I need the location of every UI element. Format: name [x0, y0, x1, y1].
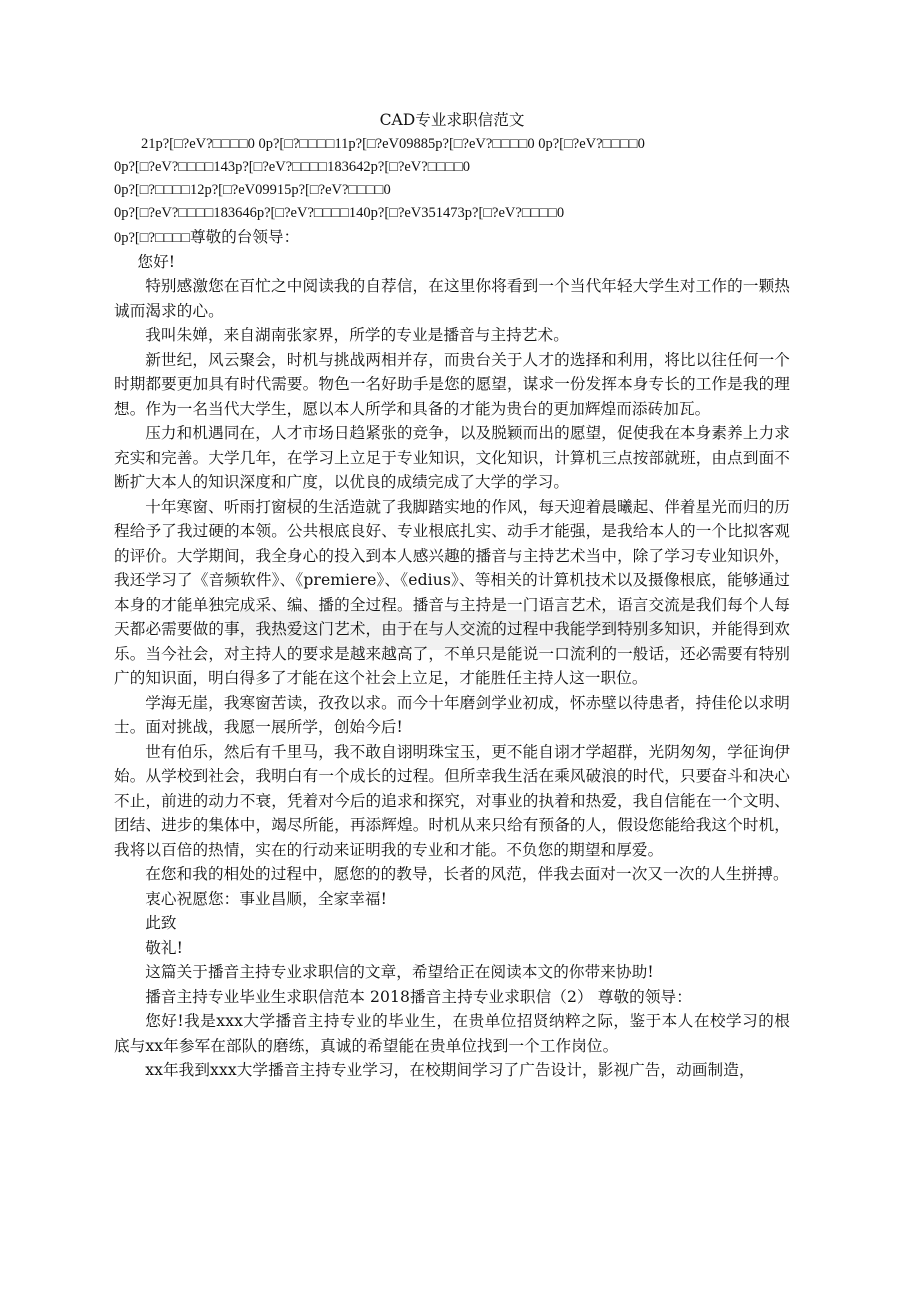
- salutation: 尊敬的台领导：: [190, 227, 300, 246]
- paragraph: 十年寒窗、听雨打窗棂的生活造就了我脚踏实地的作风，每天迎着晨曦起、伴着星光而归的历程给予了我过硬的本领。公共根底良好、专业根底扎实、动手才能强，是我给本人的一个比拟客观的评价。大学期间，我全身心的投入到本人感兴趣的播音与主持艺术当中，除了学习专业知识外，我还学习了《音频软件》、《premiere》、《edius》、等相关的计算机技术以及摄像根底，能够通过本身的才能单独完成采、编、播的全过程。播音与主持是一门语言艺术，语言交流是我们每个人每天都必需要做的事，我热爱这门艺术，由于在与人交流的过程中我能学到特别多知识，并能得到欢乐。当今社会，对主持人的要求是越来越高了，不单只是能说一口流利的一般话，还必需要有特别广的知识面，明白得多了才能在这个社会上立足，才能胜任主持人这一职位。: [114, 497, 790, 687]
- paragraph: 特别感激您在百忙之中阅读我的自荐信，在这里你将看到一个当代年轻大学生对工作的一颗热诚而渴求的心。: [114, 277, 790, 320]
- garbled-line: 0p?[□?eV?□□□□183646p?[□?eV?□□□□140p?[□?eV351473p?[□?eV?□□□□0: [114, 204, 565, 221]
- paragraph: 衷心祝愿您：事业昌顺，全家幸福!: [145, 889, 387, 908]
- paragraph: 这篇关于播音主持专业求职信的文章，希望给正在阅读本文的你带来协助!: [145, 963, 654, 981]
- paragraph: xx年我到xxx大学播音主持专业学习，在校期间学习了广告设计，影视广告，动画制造，: [145, 1061, 755, 1079]
- paragraph: 世有伯乐，然后有千里马，我不敢自诩明珠宝玉，更不能自诩才学超群，光阴匆匆，学征询伊始。从学校到社会，我明白有一个成长的过程。但所幸我生活在乘风破浪的时代，只要奋斗和决心不止，前进的动力不衰，凭着对今后的追求和探究，对事业的执着和热爱，我自信能在一个文明、团结、进步的集体中，竭尽所能，再添辉煌。时机从来只给有预备的人，假设您能给我这个时机，我将以百倍的热情，实在的行动来证明我的专业和才能。不负您的期望和厚爱。: [114, 742, 790, 859]
- paragraph: 敬礼!: [145, 938, 183, 957]
- paragraph: 学海无崖，我寒窗苦读，孜孜以求。而今十年磨剑学业初成，怀赤壁以待患者，持佳伦以求明士。面对挑战，我愿一展所学，创始今后!: [114, 693, 790, 736]
- document-page: [114, 108, 790, 1083]
- document-title: CAD专业求职信范文: [379, 111, 525, 129]
- paragraph: 此致: [145, 914, 177, 932]
- garbled-line: 0p?[□?eV?□□□□143p?[□?eV?□□□□183642p?[□?eV?□□□□0: [114, 158, 471, 175]
- paragraph: 在您和我的相处的过程中，愿您的的教导，长者的风范，伴我去面对一次又一次的人生拼搏。: [145, 865, 789, 883]
- paragraph: 您好!我是xxx大学播音主持专业的毕业生，在贵单位招贤纳粹之际，鉴于本人在校学习的根底与xx年参军在部队的磨练，真诚的希望能在贵单位找到一个工作岗位。: [114, 1012, 790, 1055]
- garbled-line: 21p?[□?eV?□□□□0 0p?[□?□□□□11p?[□?eV09885p?[□?eV?□□□□0 0p?[□?eV?□□□□0: [141, 135, 645, 152]
- paragraph: 播音主持专业毕业生求职信范本 2018播音主持专业求职信（2） 尊敬的领导：: [145, 987, 692, 1006]
- garbled-text-block: [114, 133, 790, 225]
- paragraph: 我叫朱婵，来自湖南张家界，所学的专业是播音与主持艺术。: [145, 326, 569, 344]
- paragraph: 新世纪，风云聚会，时机与挑战两相并存，而贵台关于人才的选择和利用，将比以往任何一个时期都要更加具有时代需要。物色一名好助手是您的愿望，谋求一份发挥本身专长的工作是我的理想。作为一名当代大学生，愿以本人所学和具备的才能为贵台的更加辉煌而添砖加瓦。: [114, 350, 790, 418]
- salutation-line: [114, 225, 790, 250]
- garbled-line: 0p?[□?□□□□12p?[□?eV09915p?[□?eV?□□□□0: [114, 181, 391, 198]
- garbled-prefix: 0p?[□?□□□□: [114, 229, 190, 246]
- paragraph: 压力和机遇同在，人才市场日趋紧张的竞争，以及脱颖而出的愿望，促使我在本身素养上力求充实和完善。大学几年，在学习上立足于专业知识，文化知识，计算机三点按部就班，由点到面不断扩大本人的知识深度和广度，以优良的成绩完成了大学的学习。: [114, 424, 790, 491]
- paragraph: 您好!: [137, 252, 176, 271]
